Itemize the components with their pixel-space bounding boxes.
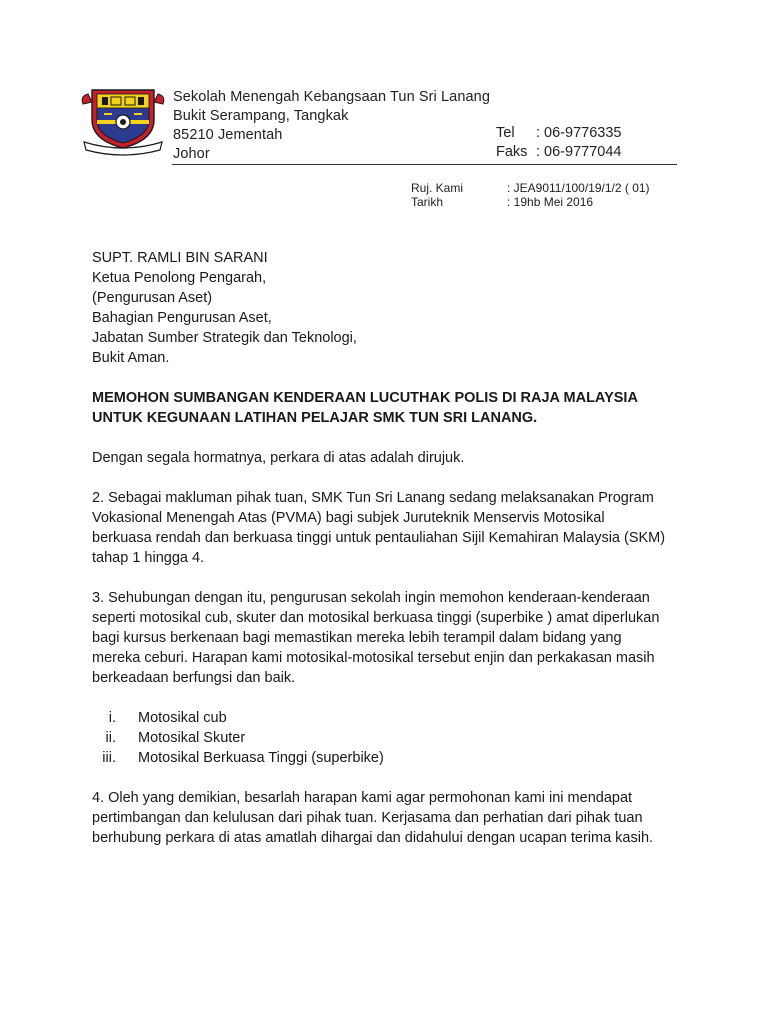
recipient-line: Bahagian Pengurusan Aset, <box>92 310 272 326</box>
recipient-line: Jabatan Sumber Strategik dan Teknologi, <box>92 330 357 346</box>
date-value: : 19hb Mei 2016 <box>507 195 594 209</box>
subject-line: UNTUK KEGUNAAN LATIHAN PELAJAR SMK TUN SRI LANANG. <box>92 410 538 426</box>
paragraph-2 <box>92 488 692 568</box>
paragraph-line: seperti motosikal cub, skuter dan motosikal berkuasa tinggi (superbike ) amat diperlukan <box>92 610 660 626</box>
list-item <box>92 748 692 768</box>
paragraph-line: 2. Sebagai makluman pihak tuan, SMK Tun Sri Lanang sedang melaksanakan Program <box>92 490 654 506</box>
list-item-text: Motosikal Berkuasa Tinggi (superbike) <box>138 750 384 766</box>
letter-subject <box>92 388 692 428</box>
letterhead-divider <box>172 164 677 165</box>
subject-line: MEMOHON SUMBANGAN KENDERAAN LUCUTHAK POLIS DI RAJA MALAYSIA <box>92 390 638 406</box>
recipient-line: Bukit Aman. <box>92 350 170 366</box>
paragraph-line: 4. Oleh yang demikian, besarlah harapan kami agar permohonan kami ini mendapat <box>92 790 633 806</box>
date-label: Tarikh <box>411 195 444 209</box>
vehicle-list <box>92 708 692 768</box>
address-line: Johor <box>173 146 210 162</box>
phone-row <box>496 124 621 143</box>
address-line: Bukit Serampang, Tangkak <box>173 108 349 124</box>
paragraph-3 <box>92 588 692 688</box>
list-item-text: Motosikal Skuter <box>138 730 246 746</box>
phone-value: : 06-9776335 <box>536 125 622 141</box>
paragraph-line: mereka ceburi. Harapan kami motosikal-motosikal tersebut enjin dan perkakasan masih <box>92 650 655 666</box>
paragraph-line: tahap 1 hingga 4. <box>92 550 205 566</box>
list-item-number: iii. <box>102 750 116 766</box>
paragraph-opening <box>92 448 692 468</box>
school-address-block <box>173 88 490 164</box>
fax-row <box>496 143 621 162</box>
paragraph-line: 3. Sehubungan dengan itu, pengurusan sekolah ingin memohon kenderaan-kenderaan <box>92 590 650 606</box>
list-item-number: ii. <box>105 730 116 746</box>
address-line: 85210 Jementah <box>173 127 283 143</box>
recipient-line: Ketua Penolong Pengarah, <box>92 270 267 286</box>
school-name: Sekolah Menengah Kebangsaan Tun Sri Lanang <box>173 89 490 105</box>
date-row <box>411 195 650 209</box>
paragraph-line: bagi kursus berkenaan bagi memastikan mereka lebih terampil dalam bidang yang <box>92 630 622 646</box>
recipient-line: (Pengurusan Aset) <box>92 290 213 306</box>
reference-block <box>411 181 650 209</box>
contact-block <box>496 124 621 162</box>
paragraph-line: pertimbangan dan kelulusan dari pihak tuan. Kerjasama dan perhatian dari pihak tuan <box>92 810 643 826</box>
letter-body <box>92 248 692 848</box>
reference-label: Ruj. Kami <box>411 181 464 195</box>
list-item-text: Motosikal cub <box>138 710 227 726</box>
paragraph-line: berhubung perkara di atas amatlah dihargai dan didahului dengan ucapan terima kasih. <box>92 830 654 846</box>
list-item <box>92 728 692 748</box>
phone-label: Tel <box>496 125 515 141</box>
recipient-address <box>92 248 692 368</box>
reference-value: : JEA9011/100/19/1/2 ( 01) <box>507 181 650 195</box>
paragraph-line: berkeadaan berfungsi dan baik. <box>92 670 296 686</box>
paragraph-line: berkuasa rendah dan berkuasa tinggi untuk pentauliahan Sijil Kemahiran Malaysia (SKM) <box>92 530 666 546</box>
recipient-line: SUPT. RAMLI BIN SARANI <box>92 250 268 266</box>
fax-value: : 06-9777044 <box>536 144 622 160</box>
list-item-number: i. <box>108 710 116 726</box>
fax-label: Faks <box>496 144 528 160</box>
school-crest-logo <box>80 84 166 158</box>
paragraph-4 <box>92 788 692 848</box>
paragraph-line: Dengan segala hormatnya, perkara di atas adalah dirujuk. <box>92 450 465 466</box>
paragraph-line: Vokasional Menengah Atas (PVMA) bagi subjek Juruteknik Menservis Motosikal <box>92 510 605 526</box>
reference-row <box>411 181 650 195</box>
list-item <box>92 708 692 728</box>
